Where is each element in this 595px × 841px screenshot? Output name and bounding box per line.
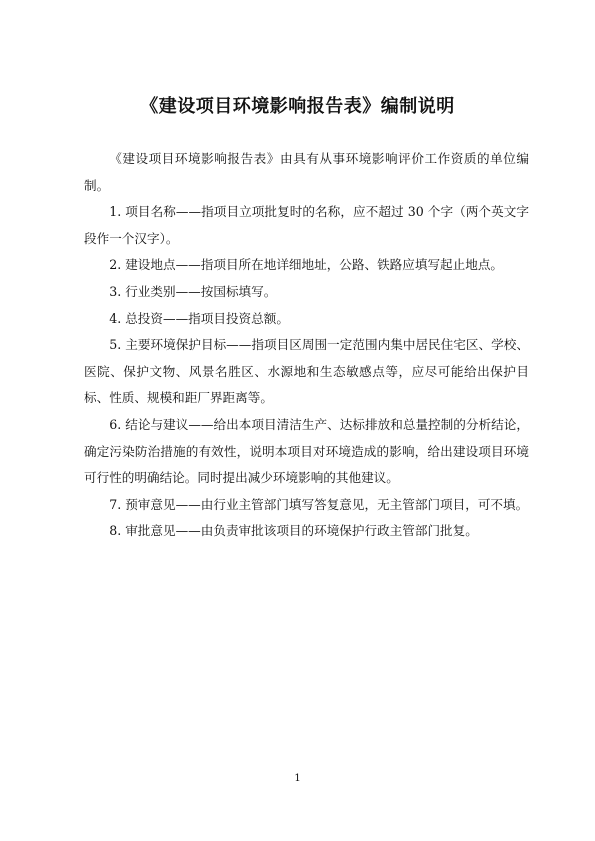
document-body <box>84 146 529 545</box>
intro-paragraph: 《建设项目环境影响报告表》由具有从事环境影响评价工作资质的单位编制。 <box>84 151 529 193</box>
item-conclusions: 6. 结论与建议——给出本项目清洁生产、达标排放和总量控制的分析结论，确定污染防治措施的有效性，说明本项目对环境造成的影响，给出建设项目环境可行性的明确结论。同时提出减少环境影响的其他建议。 <box>84 416 529 486</box>
item-project-name: 1. 项目名称——指项目立项批复时的名称，应不超过 30 个字（两个英文字段作一个汉字）。 <box>84 204 529 246</box>
item-construction-site: 2. 建设地点——指项目所在地详细地址，公路、铁路应填写起止地点。 <box>109 257 504 273</box>
item-industry-category: 3. 行业类别——按国标填写。 <box>109 283 277 299</box>
item-pre-review-opinion: 7. 预审意见——由行业主管部门填写答复意见，无主管部门项目，可不填。 <box>109 496 529 512</box>
document-title: 《建设项目环境影响报告表》编制说明 <box>140 96 455 117</box>
item-protection-targets: 5. 主要环境保护目标——指项目区周围一定范围内集中居民住宅区、学校、医院、保护文物、风景名胜区、水源地和生态敏感点等，应尽可能给出保护目标、性质、规模和距厂界距离等。 <box>84 337 529 406</box>
item-approval-opinion: 8. 审批意见——由负责审批该项目的环境保护行政主管部门批复。 <box>109 523 478 539</box>
page-number: 1 <box>294 773 301 784</box>
item-total-investment: 4. 总投资——指项目投资总额。 <box>109 310 289 326</box>
